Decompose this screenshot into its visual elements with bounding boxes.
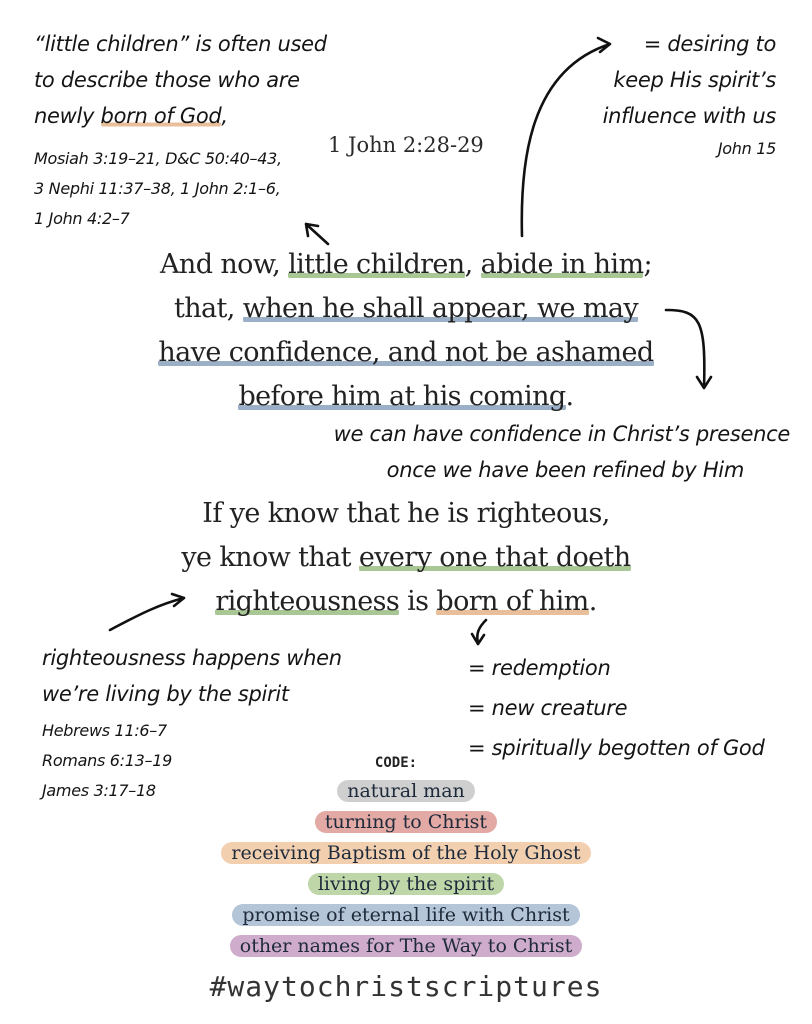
highlight-before-him: before him at his coming [238,381,566,412]
verse-line: righteousness is born of him. [215,586,597,617]
highlight-righteousness: righteousness [215,586,400,617]
note-line: once we have been refined by Him [386,458,744,482]
note-line: “little children” is often used [34,32,327,56]
verse-line: that, when he shall appear, we may [173,293,639,324]
hashtag: #waytochristscriptures [209,970,603,1003]
note-line: = desiring to [643,32,776,56]
arrow-to-born-note-icon [472,620,486,644]
note-line: we’re living by the spirit [42,682,289,706]
note-line: we can have confidence in Christ’s presence [333,422,790,446]
highlight-abide-in-him: abide in him [480,249,644,280]
legend-living-by-spirit: living by the spirit [308,873,504,895]
note-line: = new creature [468,696,628,720]
scripture-ref: Hebrews 11:6–7 [42,721,167,740]
arrow-to-children-note-icon [306,224,328,244]
scripture-ref: John 15 [717,139,776,158]
highlight-when-he-shall-appear: when he shall appear, we may [242,293,639,324]
note-line: to describe those who are [34,68,300,92]
arrow-to-righteousness-note-icon [110,594,184,630]
highlight-born-of-him: born of him [436,586,589,617]
highlight-little-children: little children [288,249,465,280]
note-line: = redemption [468,656,611,680]
legend-other-names: other names for The Way to Christ [230,935,583,957]
note-line: = spiritually begotten of God [468,736,765,760]
verse-line: before him at his coming. [238,381,574,412]
scripture-ref: Romans 6:13–19 [42,751,172,770]
legend-baptism-holy-ghost: receiving Baptism of the Holy Ghost [221,842,590,864]
arrow-to-abide-note-icon [522,38,610,236]
code-legend [0,776,812,962]
verse-line: If ye know that he is righteous, [202,498,610,529]
note-line: influence with us [602,104,776,128]
arrow-to-confidence-note-icon [666,310,711,388]
scripture-ref: 1 John 4:2–7 [34,209,130,228]
note-line: righteousness happens when [42,646,342,670]
scripture-ref: 3 Nephi 11:37–38, 1 John 2:1–6, [34,179,281,198]
legend-turning-to-christ: turning to Christ [315,811,497,833]
legend-natural-man: natural man [337,780,475,802]
legend-eternal-life: promise of eternal life with Christ [232,904,579,926]
verse-line: And now, little children, abide in him; [160,249,652,280]
highlight-have-confidence: have confidence, and not be ashamed [158,337,654,368]
born-of-god-highlight: born of God [100,104,222,128]
scripture-ref: Mosiah 3:19–21, D&C 50:40–43, [34,149,282,168]
note-line: keep His spirit’s [613,68,776,92]
scripture-ref: James 3:17–18 [42,781,156,800]
verse-line: ye know that every one that doeth [181,542,631,573]
highlight-every-one: every one that doeth [358,542,631,573]
scripture-reference-title: 1 John 2:28-29 [328,133,484,157]
code-label: CODE: [374,755,418,771]
note-line: newly born of God, [34,104,228,128]
